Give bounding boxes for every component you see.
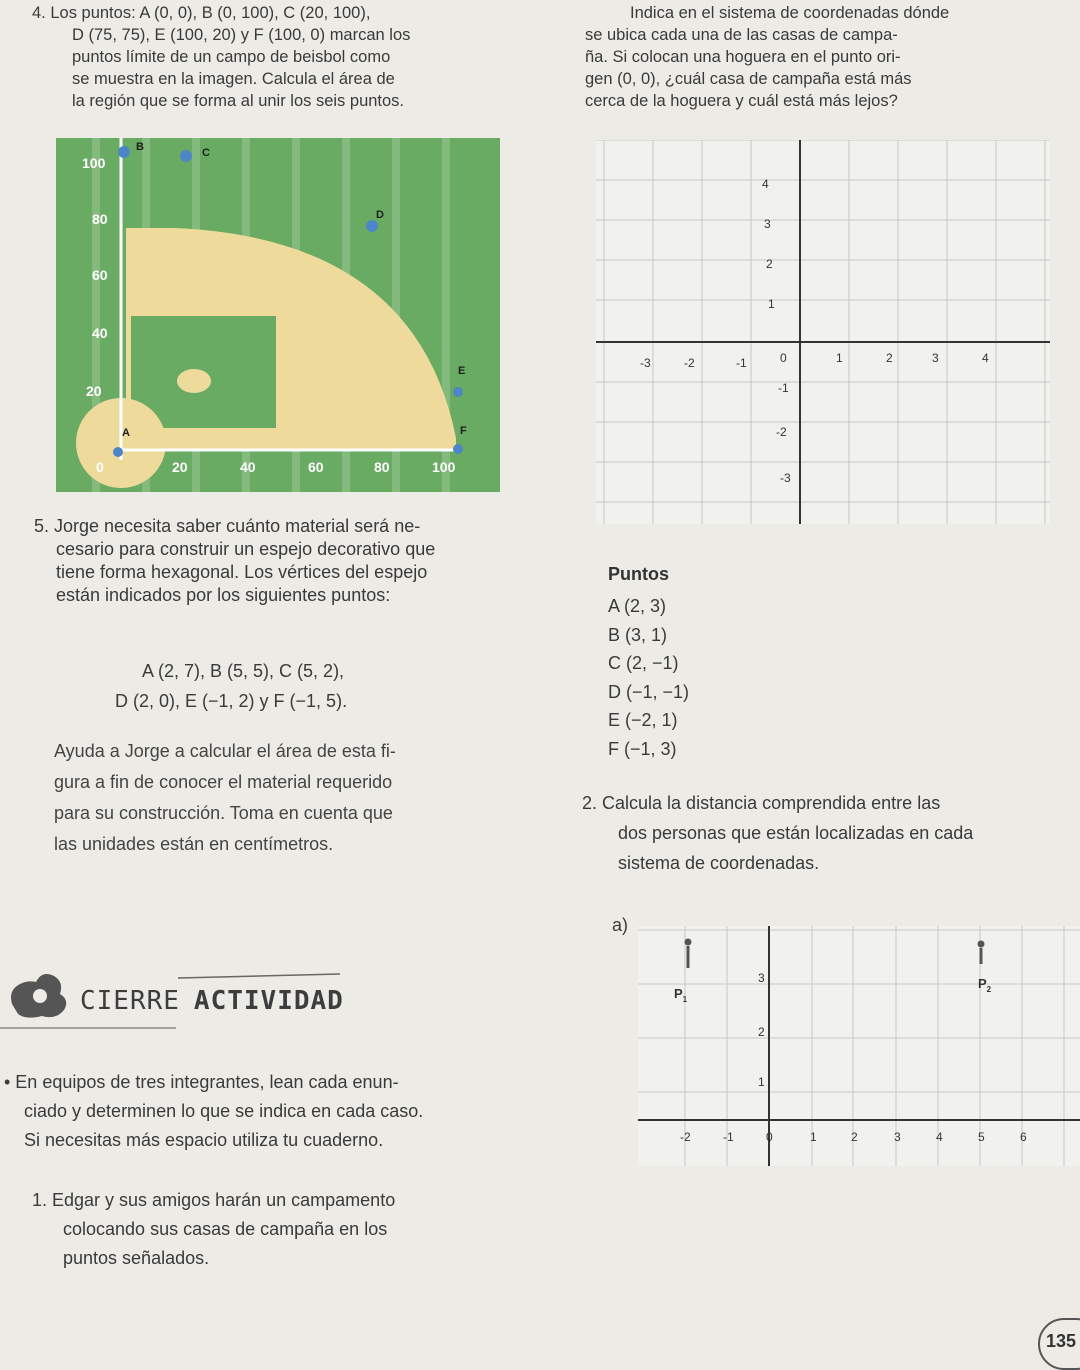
text-line: dos personas que están localizadas en cada: [618, 823, 974, 843]
actividad-word: ACTIVIDAD: [193, 986, 344, 1016]
problem-4-text: [32, 2, 502, 112]
text-line: cerca de la hoguera y cuál está más lejos?: [585, 92, 898, 110]
p2-label: $P_2$: [978, 976, 992, 994]
x-tick-label: 3: [932, 351, 939, 365]
x-tick-label: 20: [172, 459, 188, 475]
text-line: están indicados por los siguientes puntos:: [56, 585, 391, 605]
puntos-list: [608, 592, 689, 763]
x-tick-label: 3: [894, 1130, 901, 1144]
point-label: C: [202, 147, 210, 159]
x-tick-label: 40: [240, 459, 256, 475]
y-tick-label: 3: [758, 971, 765, 985]
y-tick-label: 1: [768, 297, 775, 311]
text-line: gen (0, 0), ¿cuál casa de campaña está más: [585, 70, 912, 88]
cierre-word: CIERRE: [80, 986, 180, 1016]
text-line: puntos límite de un campo de beisbol como: [72, 48, 391, 66]
text-line: 2. Calcula la distancia comprendida entre las: [582, 793, 941, 813]
text-line: se muestra en la imagen. Calcula el área de: [72, 70, 395, 88]
y-tick-label: 0: [96, 459, 104, 475]
x-tick-label: -1: [736, 356, 747, 370]
point-f-marker: [453, 444, 463, 454]
question-1-text: [32, 1186, 522, 1273]
point-label: B: [136, 141, 144, 153]
coordinate-grid-2: [638, 926, 1080, 1166]
text-line: ciado y determinen lo que se indica en cada caso.: [24, 1101, 424, 1121]
person-p1-marker: [686, 940, 690, 968]
list-item: E (−2, 1): [608, 710, 678, 730]
x-tick-label: 6: [1020, 1130, 1027, 1144]
y-tick-label: 2: [758, 1025, 765, 1039]
x-tick-label: -3: [640, 356, 651, 370]
point-d-marker: [366, 220, 378, 232]
y-tick-label: 40: [92, 325, 108, 341]
p1-label: $P_1$: [674, 986, 688, 1004]
point-label: D: [376, 209, 384, 221]
page-number-badge: [1038, 1318, 1080, 1370]
text-line: D (75, 75), E (100, 20) y F (100, 0) marcan los: [72, 26, 411, 44]
y-tick-label: 80: [92, 211, 108, 227]
point-label: E: [458, 365, 466, 377]
text-line: sistema de coordenadas.: [618, 853, 820, 873]
ayuda-text: [54, 736, 524, 860]
point-c-marker: [180, 150, 192, 162]
x-tick-label: 80: [374, 459, 390, 475]
list-item: D (−1, −1): [608, 681, 690, 702]
puntos-title: Puntos: [608, 564, 669, 584]
text-line: colocando sus casas de campaña en los: [63, 1219, 388, 1239]
text-line: para su construcción. Toma en cuenta que: [54, 803, 393, 823]
x-tick-label: -2: [684, 356, 695, 370]
y-tick-label: -1: [778, 381, 789, 395]
problem-5-text: [34, 515, 514, 607]
text-line: Ayuda a Jorge a calcular el área de esta fi-: [54, 741, 396, 761]
text-line: puntos señalados.: [63, 1248, 210, 1268]
text-line: 4. Los puntos: A (0, 0), B (0, 100), C (20, 100),: [32, 4, 371, 22]
text-line: 5. Jorge necesita saber cuánto material será ne-: [34, 516, 421, 536]
page-number: 135: [1046, 1331, 1077, 1351]
point-b-marker: [118, 146, 130, 158]
x-tick-label: 0: [766, 1130, 773, 1144]
part-a-label: a): [612, 915, 629, 935]
pitcher-mound: [177, 369, 211, 393]
point-label: A: [122, 427, 130, 439]
instructions-text: [4, 1068, 524, 1155]
list-item: F (−1, 3): [608, 738, 677, 759]
cierre-title: [80, 986, 344, 1016]
text-line: cesario para construir un espejo decorativo que: [56, 539, 436, 559]
text-line: 1. Edgar y sus amigos harán un campamento: [32, 1190, 396, 1210]
y-tick-label: -3: [780, 471, 791, 485]
x-tick-label: 2: [886, 351, 893, 365]
text-line: tiene forma hexagonal. Los vértices del espejo: [56, 562, 428, 582]
list-item: B (3, 1): [608, 624, 668, 645]
person-p2-marker: [979, 942, 983, 964]
hexagon-vertices: [115, 656, 347, 716]
text-line: la región que se forma al unir los seis puntos.: [72, 92, 405, 110]
text-line: gura a fin de conocer el material requerido: [54, 772, 393, 792]
text-line: Indica en el sistema de coordenadas dónde: [630, 4, 950, 22]
x-tick-label: 4: [936, 1130, 943, 1144]
x-tick-label: -1: [723, 1130, 734, 1144]
y-tick-label: 20: [86, 383, 102, 399]
x-tick-label: 5: [978, 1130, 985, 1144]
coordinate-grid-1: [596, 140, 1050, 524]
point-a-marker: [113, 447, 123, 457]
x-tick-label: 1: [836, 351, 843, 365]
text-line: se ubica cada una de las casas de campa-: [585, 26, 898, 44]
campsite-question-text: [585, 2, 1005, 112]
section-header-cierre: [0, 966, 360, 1030]
y-tick-label: 3: [764, 217, 771, 231]
question-2-text: [582, 788, 1067, 878]
point-label: F: [460, 425, 467, 437]
x-tick-label: 2: [851, 1130, 858, 1144]
baseball-field-figure: [56, 138, 500, 492]
y-tick-label: -2: [776, 425, 787, 439]
text-line: • En equipos de tres integrantes, lean cada enun-: [4, 1072, 399, 1092]
y-tick-label: 100: [82, 155, 106, 171]
text-line: Si necesitas más espacio utiliza tu cuaderno.: [24, 1130, 384, 1150]
point-e-marker: [453, 387, 463, 397]
x-tick-label: -2: [680, 1130, 691, 1144]
text-line: ña. Si colocan una hoguera en el punto ori-: [585, 48, 901, 66]
y-tick-label: 2: [766, 257, 773, 271]
vertices-line: D (2, 0), E (−1, 2) y F (−1, 5).: [115, 691, 348, 711]
y-tick-label: 60: [92, 267, 108, 283]
y-tick-label: 1: [758, 1075, 765, 1089]
x-tick-label: 100: [432, 459, 456, 475]
list-item: A (2, 3): [608, 596, 667, 616]
vertices-line: A (2, 7), B (5, 5), C (5, 2),: [142, 661, 345, 681]
list-item: C (2, −1): [608, 653, 679, 673]
y-tick-label: 4: [762, 177, 769, 191]
x-tick-label: 60: [308, 459, 324, 475]
text-line: las unidades están en centímetros.: [54, 834, 334, 854]
puzzle-icon: [6, 970, 72, 1022]
x-tick-label: 4: [982, 351, 989, 365]
x-tick-label: 1: [810, 1130, 817, 1144]
x-tick-label: 0: [780, 351, 787, 365]
